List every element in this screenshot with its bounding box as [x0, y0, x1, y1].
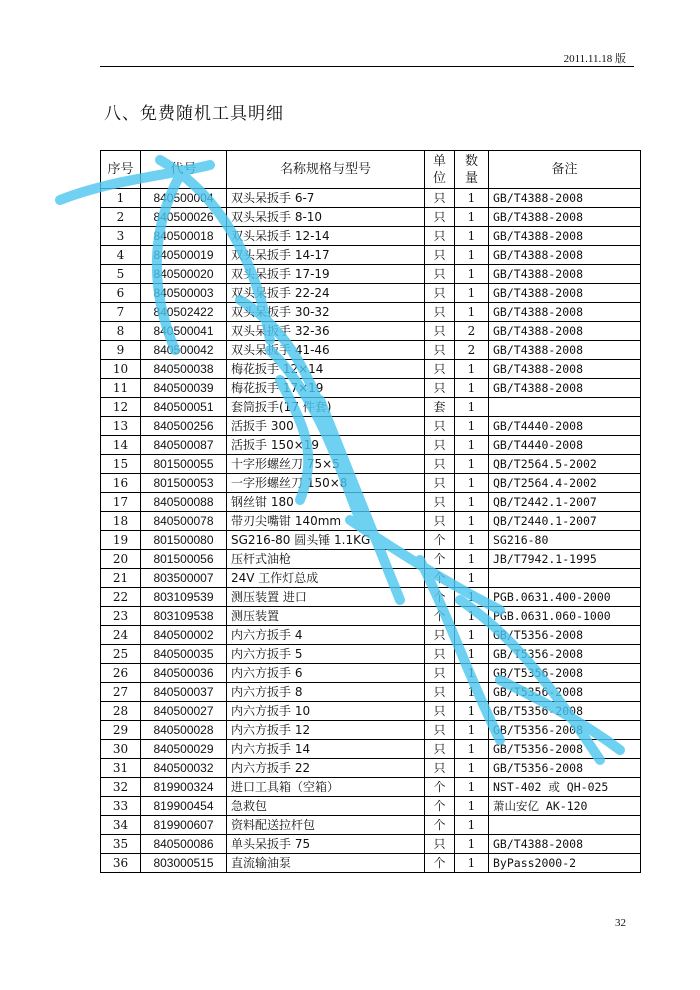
row-qty: 1: [455, 512, 489, 531]
row-name: 双头呆扳手 41-46: [227, 341, 425, 360]
row-qty: 1: [455, 265, 489, 284]
table-body: [101, 189, 641, 873]
row-note: [489, 398, 641, 417]
row-code: 840500087: [141, 436, 227, 455]
row-qty: 1: [455, 835, 489, 854]
row-name: 一字形螺丝刀 150×8: [227, 474, 425, 493]
row-name: 内六方扳手 5: [227, 645, 425, 664]
row-index: 29: [101, 721, 141, 740]
row-code: 840500086: [141, 835, 227, 854]
table-row: [101, 683, 641, 702]
row-unit: 只: [425, 341, 455, 360]
header-qty: 数量: [455, 151, 489, 189]
row-name: 急救包: [227, 797, 425, 816]
row-code: 840500029: [141, 740, 227, 759]
table-row: [101, 835, 641, 854]
table-row: [101, 778, 641, 797]
row-name: 双头呆扳手 6-7: [227, 189, 425, 208]
row-name: 压杆式油枪: [227, 550, 425, 569]
row-qty: 1: [455, 702, 489, 721]
table-row: [101, 816, 641, 835]
row-name: 进口工具箱（空箱）: [227, 778, 425, 797]
table-row: [101, 189, 641, 208]
row-index: 22: [101, 588, 141, 607]
row-note: GB/T5356-2008: [489, 740, 641, 759]
table-row: [101, 360, 641, 379]
row-code: 840500041: [141, 322, 227, 341]
row-code: 801500055: [141, 455, 227, 474]
row-code: 840500088: [141, 493, 227, 512]
row-name: 24V 工作灯总成: [227, 569, 425, 588]
row-unit: 只: [425, 759, 455, 778]
row-index: 34: [101, 816, 141, 835]
row-unit: 个: [425, 607, 455, 626]
row-qty: 1: [455, 759, 489, 778]
row-qty: 1: [455, 797, 489, 816]
row-code: 840500078: [141, 512, 227, 531]
row-note: GB/T4440-2008: [489, 417, 641, 436]
row-index: 28: [101, 702, 141, 721]
table-row: [101, 322, 641, 341]
row-qty: 1: [455, 778, 489, 797]
table-row: [101, 740, 641, 759]
row-unit: 个: [425, 854, 455, 873]
row-index: 6: [101, 284, 141, 303]
row-name: 双头呆扳手 30-32: [227, 303, 425, 322]
row-unit: 只: [425, 512, 455, 531]
tools-table: [100, 150, 641, 873]
row-index: 4: [101, 246, 141, 265]
row-name: 双头呆扳手 32-36: [227, 322, 425, 341]
row-unit: 只: [425, 360, 455, 379]
row-note: QB/T2564.5-2002: [489, 455, 641, 474]
row-unit: 只: [425, 303, 455, 322]
row-index: 27: [101, 683, 141, 702]
row-index: 32: [101, 778, 141, 797]
row-note: GB/T4388-2008: [489, 208, 641, 227]
row-index: 2: [101, 208, 141, 227]
row-qty: 1: [455, 379, 489, 398]
row-note: QB/T2442.1-2007: [489, 493, 641, 512]
row-qty: 1: [455, 189, 489, 208]
row-code: 803109539: [141, 588, 227, 607]
row-unit: 个: [425, 531, 455, 550]
row-qty: 2: [455, 322, 489, 341]
row-code: 803109538: [141, 607, 227, 626]
row-name: 双头呆扳手 17-19: [227, 265, 425, 284]
row-name: 内六方扳手 8: [227, 683, 425, 702]
row-unit: 只: [425, 265, 455, 284]
table-row: [101, 607, 641, 626]
row-unit: 只: [425, 417, 455, 436]
row-unit: 只: [425, 474, 455, 493]
row-unit: 只: [425, 721, 455, 740]
row-name: 双头呆扳手 8-10: [227, 208, 425, 227]
row-note: 萧山安亿 AK-120: [489, 797, 641, 816]
table-row: [101, 417, 641, 436]
row-qty: 1: [455, 569, 489, 588]
row-index: 16: [101, 474, 141, 493]
row-index: 5: [101, 265, 141, 284]
row-qty: 1: [455, 227, 489, 246]
table-row: [101, 436, 641, 455]
row-code: 803000515: [141, 854, 227, 873]
row-qty: 1: [455, 474, 489, 493]
row-name: 梅花扳手 17×19: [227, 379, 425, 398]
row-name: 双头呆扳手 12-14: [227, 227, 425, 246]
table-row: [101, 284, 641, 303]
row-note: PGB.0631.060-1000: [489, 607, 641, 626]
row-code: 840500042: [141, 341, 227, 360]
row-name: 内六方扳手 10: [227, 702, 425, 721]
row-qty: 1: [455, 816, 489, 835]
row-name: SG216-80 圆头锤 1.1KG: [227, 531, 425, 550]
row-note: GB/T5356-2008: [489, 759, 641, 778]
table-row: [101, 588, 641, 607]
row-index: 21: [101, 569, 141, 588]
row-unit: 个: [425, 778, 455, 797]
row-qty: 1: [455, 493, 489, 512]
row-index: 9: [101, 341, 141, 360]
row-code: 840500051: [141, 398, 227, 417]
row-unit: 只: [425, 322, 455, 341]
row-unit: 只: [425, 645, 455, 664]
row-qty: 1: [455, 683, 489, 702]
row-qty: 2: [455, 341, 489, 360]
row-name: 直流输油泵: [227, 854, 425, 873]
row-index: 18: [101, 512, 141, 531]
row-unit: 套: [425, 398, 455, 417]
row-index: 20: [101, 550, 141, 569]
row-code: 801500080: [141, 531, 227, 550]
row-note: GB/T4388-2008: [489, 341, 641, 360]
row-unit: 只: [425, 246, 455, 265]
row-code: 840500035: [141, 645, 227, 664]
row-unit: 只: [425, 493, 455, 512]
row-unit: 只: [425, 227, 455, 246]
table-row: [101, 265, 641, 284]
row-note: QB/T2564.4-2002: [489, 474, 641, 493]
row-index: 8: [101, 322, 141, 341]
row-unit: 只: [425, 436, 455, 455]
row-name: 活扳手 300: [227, 417, 425, 436]
table-row: [101, 626, 641, 645]
row-name: 梅花扳手 12×14: [227, 360, 425, 379]
row-qty: 1: [455, 721, 489, 740]
row-code: 840500002: [141, 626, 227, 645]
row-qty: 1: [455, 531, 489, 550]
row-code: 840500036: [141, 664, 227, 683]
row-note: GB/T5356-2008: [489, 683, 641, 702]
row-code: 840500019: [141, 246, 227, 265]
table-row: [101, 664, 641, 683]
row-unit: 只: [425, 626, 455, 645]
row-note: GB/T4388-2008: [489, 303, 641, 322]
row-note: GB/T4388-2008: [489, 265, 641, 284]
table-row: [101, 341, 641, 360]
row-code: 801500056: [141, 550, 227, 569]
row-qty: 1: [455, 550, 489, 569]
row-name: 测压装置 进口: [227, 588, 425, 607]
row-name: 钢丝钳 180: [227, 493, 425, 512]
row-code: 840500256: [141, 417, 227, 436]
row-qty: 1: [455, 417, 489, 436]
row-code: 840500020: [141, 265, 227, 284]
row-code: 840500026: [141, 208, 227, 227]
row-qty: 1: [455, 360, 489, 379]
row-note: GB/T4388-2008: [489, 284, 641, 303]
row-unit: 个: [425, 816, 455, 835]
row-note: [489, 569, 641, 588]
row-code: 840500027: [141, 702, 227, 721]
row-name: 活扳手 150×19: [227, 436, 425, 455]
row-index: 31: [101, 759, 141, 778]
row-note: [489, 816, 641, 835]
row-index: 1: [101, 189, 141, 208]
row-qty: 1: [455, 645, 489, 664]
row-index: 30: [101, 740, 141, 759]
table-row: [101, 645, 641, 664]
row-code: 840500038: [141, 360, 227, 379]
row-qty: 1: [455, 854, 489, 873]
row-index: 24: [101, 626, 141, 645]
table-row: [101, 702, 641, 721]
row-note: GB/T5356-2008: [489, 645, 641, 664]
table-row: [101, 550, 641, 569]
table-row: [101, 721, 641, 740]
row-index: 25: [101, 645, 141, 664]
row-qty: 1: [455, 664, 489, 683]
row-note: GB/T5356-2008: [489, 721, 641, 740]
row-unit: 只: [425, 208, 455, 227]
row-note: GB/T5356-2008: [489, 664, 641, 683]
row-note: GB/T5356-2008: [489, 702, 641, 721]
header-name: 名称规格与型号: [227, 151, 425, 189]
row-name: 套筒扳手(17 件套): [227, 398, 425, 417]
table-header-row: [101, 151, 641, 189]
row-qty: 1: [455, 436, 489, 455]
row-unit: 个: [425, 797, 455, 816]
row-index: 17: [101, 493, 141, 512]
row-name: 双头呆扳手 14-17: [227, 246, 425, 265]
row-qty: 1: [455, 588, 489, 607]
row-code: 840500004: [141, 189, 227, 208]
row-qty: 1: [455, 607, 489, 626]
row-unit: 只: [425, 284, 455, 303]
row-note: GB/T5356-2008: [489, 626, 641, 645]
row-name: 内六方扳手 12: [227, 721, 425, 740]
row-note: GB/T4388-2008: [489, 227, 641, 246]
table-row: [101, 569, 641, 588]
table-row: [101, 455, 641, 474]
row-note: GB/T4388-2008: [489, 835, 641, 854]
row-index: 10: [101, 360, 141, 379]
row-index: 14: [101, 436, 141, 455]
row-unit: 个: [425, 569, 455, 588]
row-qty: 1: [455, 208, 489, 227]
row-note: PGB.0631.400-2000: [489, 588, 641, 607]
row-code: 819900454: [141, 797, 227, 816]
row-code: 801500053: [141, 474, 227, 493]
row-index: 35: [101, 835, 141, 854]
row-code: 840500032: [141, 759, 227, 778]
row-name: 内六方扳手 22: [227, 759, 425, 778]
row-unit: 只: [425, 683, 455, 702]
section-title: 八、免费随机工具明细: [104, 104, 284, 124]
table-row: [101, 246, 641, 265]
row-code: 803500007: [141, 569, 227, 588]
header-code: 代号: [141, 151, 227, 189]
row-qty: 1: [455, 303, 489, 322]
row-note: GB/T4388-2008: [489, 246, 641, 265]
page-number: 32: [615, 917, 626, 929]
row-note: QB/T2440.1-2007: [489, 512, 641, 531]
row-qty: 1: [455, 455, 489, 474]
row-code: 840500018: [141, 227, 227, 246]
table-row: [101, 854, 641, 873]
row-note: GB/T4440-2008: [489, 436, 641, 455]
row-code: 819900607: [141, 816, 227, 835]
row-unit: 只: [425, 189, 455, 208]
row-index: 7: [101, 303, 141, 322]
row-note: SG216-80: [489, 531, 641, 550]
header-note: 备注: [489, 151, 641, 189]
row-index: 13: [101, 417, 141, 436]
row-note: ByPass2000-2: [489, 854, 641, 873]
table-row: [101, 379, 641, 398]
row-name: 资料配送拉杆包: [227, 816, 425, 835]
row-name: 十字形螺丝刀 75×5: [227, 455, 425, 474]
row-note: JB/T7942.1-1995: [489, 550, 641, 569]
row-code: 819900324: [141, 778, 227, 797]
row-qty: 1: [455, 740, 489, 759]
table-row: [101, 227, 641, 246]
row-index: 19: [101, 531, 141, 550]
row-name: 双头呆扳手 22-24: [227, 284, 425, 303]
row-index: 15: [101, 455, 141, 474]
row-index: 23: [101, 607, 141, 626]
row-note: GB/T4388-2008: [489, 189, 641, 208]
row-unit: 只: [425, 455, 455, 474]
row-index: 33: [101, 797, 141, 816]
header-unit: 单位: [425, 151, 455, 189]
row-qty: 1: [455, 398, 489, 417]
table-row: [101, 759, 641, 778]
row-index: 12: [101, 398, 141, 417]
table-row: [101, 474, 641, 493]
row-code: 840500037: [141, 683, 227, 702]
table-row: [101, 797, 641, 816]
row-index: 26: [101, 664, 141, 683]
row-index: 11: [101, 379, 141, 398]
row-note: GB/T4388-2008: [489, 322, 641, 341]
table-row: [101, 398, 641, 417]
table-row: [101, 208, 641, 227]
row-qty: 1: [455, 246, 489, 265]
row-unit: 只: [425, 740, 455, 759]
row-code: 840500003: [141, 284, 227, 303]
document-version: 2011.11.18 版: [563, 53, 626, 65]
row-note: GB/T4388-2008: [489, 360, 641, 379]
row-code: 840500039: [141, 379, 227, 398]
row-note: GB/T4388-2008: [489, 379, 641, 398]
row-qty: 1: [455, 626, 489, 645]
table-row: [101, 303, 641, 322]
row-qty: 1: [455, 284, 489, 303]
row-code: 840502422: [141, 303, 227, 322]
row-unit: 个: [425, 550, 455, 569]
table-row: [101, 512, 641, 531]
row-name: 内六方扳手 4: [227, 626, 425, 645]
row-note: NST-402 或 QH-025: [489, 778, 641, 797]
header-index: 序号: [101, 151, 141, 189]
row-name: 单头呆扳手 75: [227, 835, 425, 854]
row-index: 36: [101, 854, 141, 873]
row-unit: 只: [425, 835, 455, 854]
row-name: 内六方扳手 6: [227, 664, 425, 683]
row-index: 3: [101, 227, 141, 246]
table-row: [101, 493, 641, 512]
row-unit: 个: [425, 588, 455, 607]
row-code: 840500028: [141, 721, 227, 740]
row-unit: 只: [425, 664, 455, 683]
row-unit: 只: [425, 379, 455, 398]
table-row: [101, 531, 641, 550]
row-name: 带刃尖嘴钳 140mm: [227, 512, 425, 531]
row-name: 内六方扳手 14: [227, 740, 425, 759]
header-rule: [100, 66, 634, 67]
row-unit: 只: [425, 702, 455, 721]
row-name: 测压装置: [227, 607, 425, 626]
